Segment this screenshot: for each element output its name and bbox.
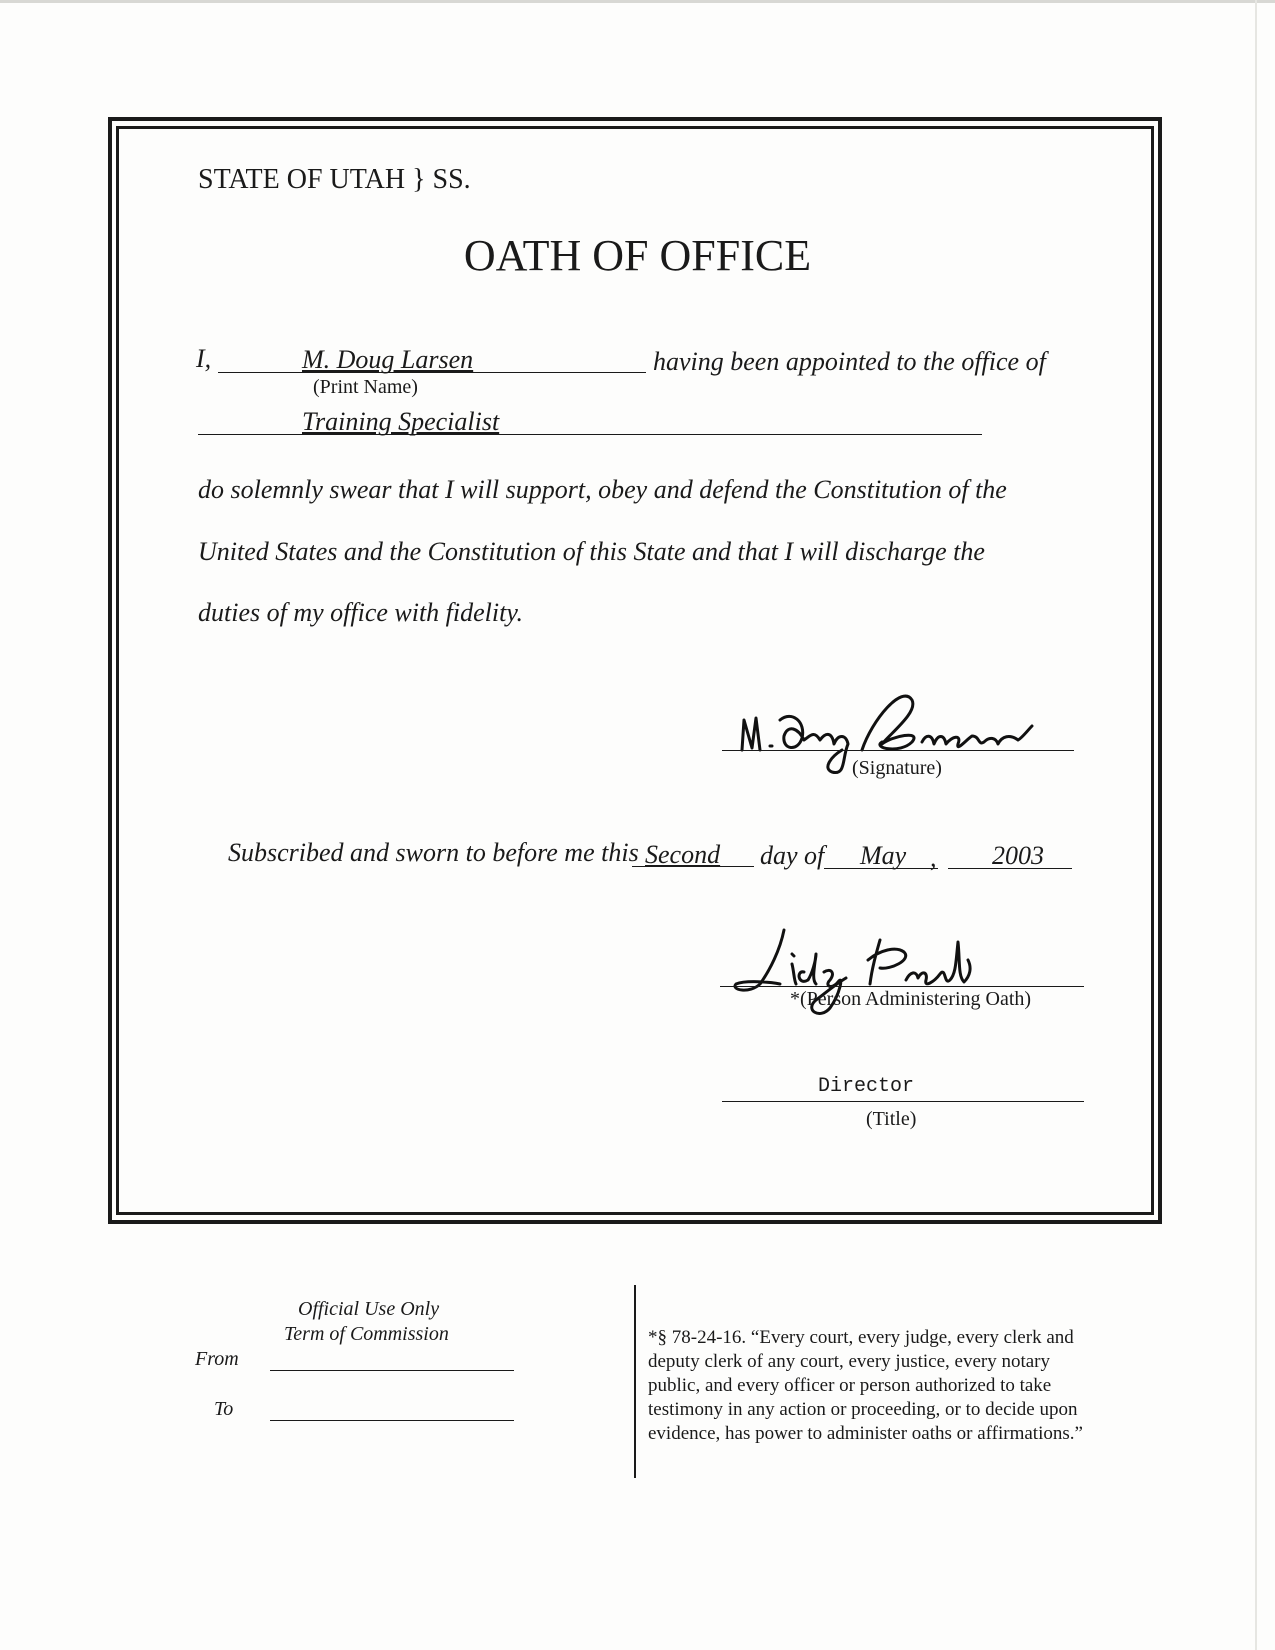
footnote-line-2: deputy clerk of any court, every justice, every notary xyxy=(648,1351,1051,1372)
prefix-i: I, xyxy=(196,344,212,373)
footnote-line-5: evidence, has power to administer oaths or affirmations.” xyxy=(648,1423,1083,1444)
print-name-value: M. Doug Larsen xyxy=(302,345,474,374)
to-label: To xyxy=(214,1398,234,1420)
year-value: 2003 xyxy=(992,841,1044,870)
oath-text-line-3: duties of my office with fidelity. xyxy=(198,598,523,627)
state-line: STATE OF UTAH } SS. xyxy=(198,164,471,195)
vertical-divider xyxy=(634,1285,636,1478)
document-title: OATH OF OFFICE xyxy=(463,231,812,280)
day-value: Second xyxy=(645,840,721,869)
signature-caption: (Signature) xyxy=(852,757,942,779)
subscribed-prefix: Subscribed and sworn to before me this xyxy=(228,838,639,867)
oath-text-line-2: United States and the Constitution of this State and that I will discharge the xyxy=(198,537,985,566)
to-line xyxy=(270,1420,514,1421)
administrator-caption: *(Person Administering Oath) xyxy=(790,988,1032,1010)
inner-frame-border xyxy=(116,126,1154,1215)
print-name-caption: (Print Name) xyxy=(313,376,418,398)
day-of-text: day of xyxy=(760,841,825,870)
footnote-line-4: testimony in any action or proceeding, or to decide upon xyxy=(648,1399,1078,1420)
term-of-commission-heading: Term of Commission xyxy=(284,1323,449,1345)
office-value: Training Specialist xyxy=(302,407,500,436)
month-value: May xyxy=(860,841,907,870)
appointed-text: having been appointed to the office of xyxy=(653,347,1046,376)
scan-edge xyxy=(0,0,1275,3)
title-line xyxy=(722,1101,1084,1102)
official-use-heading: Official Use Only xyxy=(298,1298,440,1320)
signature-line xyxy=(722,750,1074,751)
title-caption: (Title) xyxy=(866,1108,917,1130)
footnote-line-1: *§ 78-24-16. “Every court, every judge, every clerk and xyxy=(648,1327,1074,1348)
title-value: Director xyxy=(818,1075,915,1098)
from-label: From xyxy=(195,1348,239,1370)
oath-text-line-1: do solemnly swear that I will support, obey and defend the Constitution of the xyxy=(198,475,1007,504)
from-line xyxy=(270,1370,514,1371)
administrator-signature-line xyxy=(720,986,1084,987)
administrator-signature-image xyxy=(720,920,1020,1030)
comma: , xyxy=(930,843,937,872)
footnote-line-3: public, and every officer or person authorized to take xyxy=(648,1375,1052,1396)
